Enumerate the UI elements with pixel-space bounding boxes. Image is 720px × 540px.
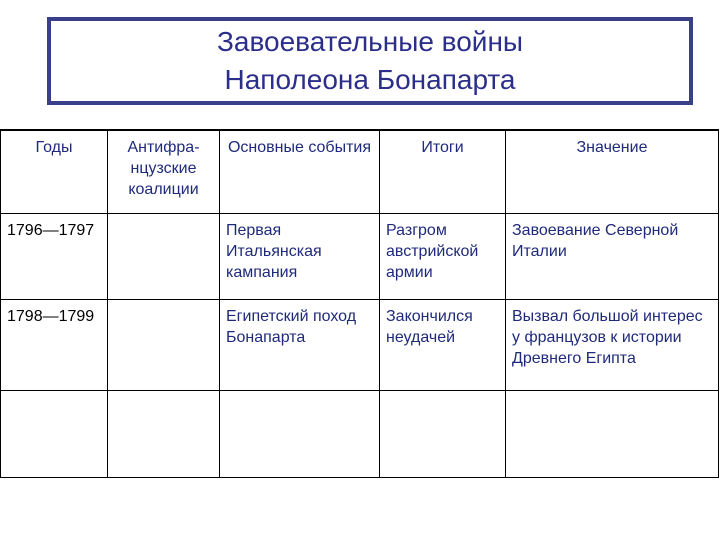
table-row [1,213,719,299]
header-years: Годы [1,130,108,213]
cell-meaning [506,390,719,477]
cell-coalition [108,390,220,477]
table-header-row [1,130,719,213]
cell-coalition [108,213,220,299]
table-row [1,299,719,390]
wars-table [0,129,719,478]
title-line-1: Завоевательные войны [216,26,524,57]
cell-coalition [108,299,220,390]
header-events: Основные события [220,130,380,213]
cell-events [220,390,380,477]
cell-years: 1796—1797 [1,213,108,299]
cell-years [1,390,108,477]
cell-meaning: Завоевание Северной Италии [506,213,719,299]
title-box [47,17,693,105]
cell-result: Закончился неудачей [380,299,506,390]
cell-meaning: Вызвал большой интерес у французов к истории Древнего Египта [506,299,719,390]
table-row [1,390,719,477]
cell-result [380,390,506,477]
cell-result: Разгром австрийской армии [380,213,506,299]
header-coalitions: Антифра-нцузские коалиции [108,130,220,213]
cell-events: Первая Итальянская кампания [220,213,380,299]
header-meaning: Значение [506,130,719,213]
title-line-2: Наполеона Бонапарта [224,64,516,95]
cell-years: 1798—1799 [1,299,108,390]
cell-events: Египетский поход Бонапарта [220,299,380,390]
header-results: Итоги [380,130,506,213]
